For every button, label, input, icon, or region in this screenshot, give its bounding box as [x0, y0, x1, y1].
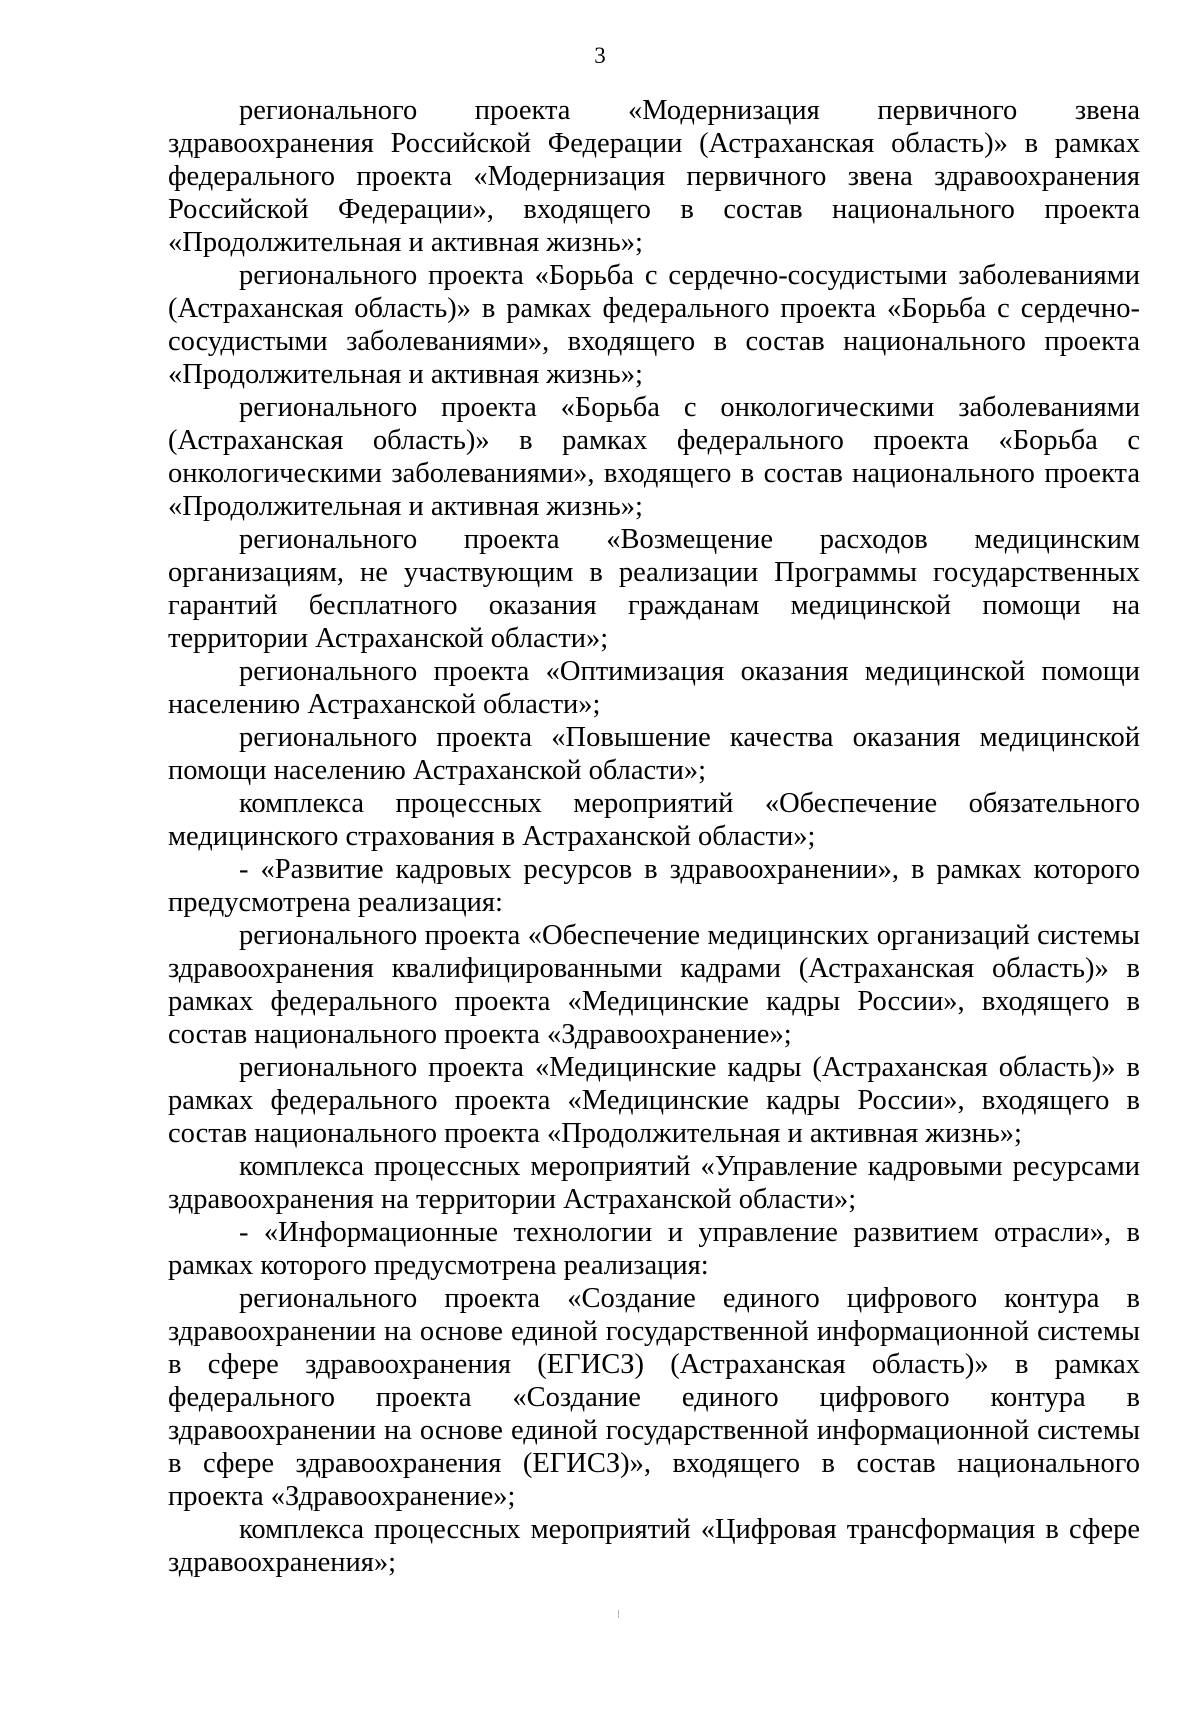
paragraph: регионального проекта «Возмещение расходов медицинским организациям, не участвующим в реализации Программы государственных гарантий бесплатного оказания гражданам медицинской помощи на территории Астраханской области»; [168, 524, 1140, 654]
paragraph: регионального проекта «Медицинские кадры (Астраханская область)» в рамках федерального проекта «Медицинские кадры России», входящего в состав национального проекта «Продолжительная и активная жизнь»; [168, 1052, 1140, 1149]
list-item-paragraph: - «Развитие кадровых ресурсов в здравоохранении», в рамках которого предусмотрена реализация: [168, 854, 1140, 918]
paragraph: регионального проекта «Оптимизация оказания медицинской помощи населению Астраханской области»; [168, 656, 1140, 720]
paragraph: регионального проекта «Борьба с сердечно-сосудистыми заболеваниями (Астраханская область)» в рамках федерального проекта «Борьба с сердечно-сосудистыми заболеваниями», входящего в состав национального проекта «Продолжительная и активная жизнь»; [168, 260, 1140, 390]
page-number: 3 [594, 43, 606, 68]
list-item-paragraph: - «Информационные технологии и управление развитием отрасли», в рамках которого предусмотрена реализация: [168, 1217, 1140, 1281]
scan-artifact [618, 1610, 619, 1618]
paragraph: регионального проекта «Создание единого цифрового контура в здравоохранении на основе единой государственной информационной системы в сфере здравоохранения (ЕГИСЗ) (Астраханская область)» в рамках федерального проекта «Создание единого цифрового контура в здравоохранении на основе единой государственной информационной системы в сфере здравоохранения (ЕГИСЗ)», входящего в состав национального проекта «Здравоохранение»; [168, 1283, 1140, 1512]
paragraph: комплекса процессных мероприятий «Цифровая трансформация в сфере здравоохранения»; [168, 1514, 1140, 1578]
paragraph: регионального проекта «Обеспечение медицинских организаций системы здравоохранения квалифицированными кадрами (Астраханская область)» в рамках федерального проекта «Медицинские кадры России», входящего в состав национального проекта «Здравоохранение»; [168, 920, 1140, 1050]
paragraph: регионального проекта «Модернизация первичного звена здравоохранения Российской Федерации (Астраханская область)» в рамках федерального проекта «Модернизация первичного звена здравоохранения Российской Федерации», входящего в состав национального проекта «Продолжительная и активная жизнь»; [168, 95, 1140, 258]
document-body [168, 94, 1140, 1579]
paragraph: регионального проекта «Борьба с онкологическими заболеваниями (Астраханская область)» в рамках федерального проекта «Борьба с онкологическими заболеваниями», входящего в состав национального проекта «Продолжительная и активная жизнь»; [168, 392, 1140, 522]
paragraph: комплекса процессных мероприятий «Управление кадровыми ресурсами здравоохранения на территории Астраханской области»; [168, 1151, 1140, 1215]
paragraph: регионального проекта «Повышение качества оказания медицинской помощи населению Астраханской области»; [168, 722, 1140, 786]
paragraph: комплекса процессных мероприятий «Обеспечение обязательного медицинского страхования в Астраханской области»; [168, 788, 1140, 852]
